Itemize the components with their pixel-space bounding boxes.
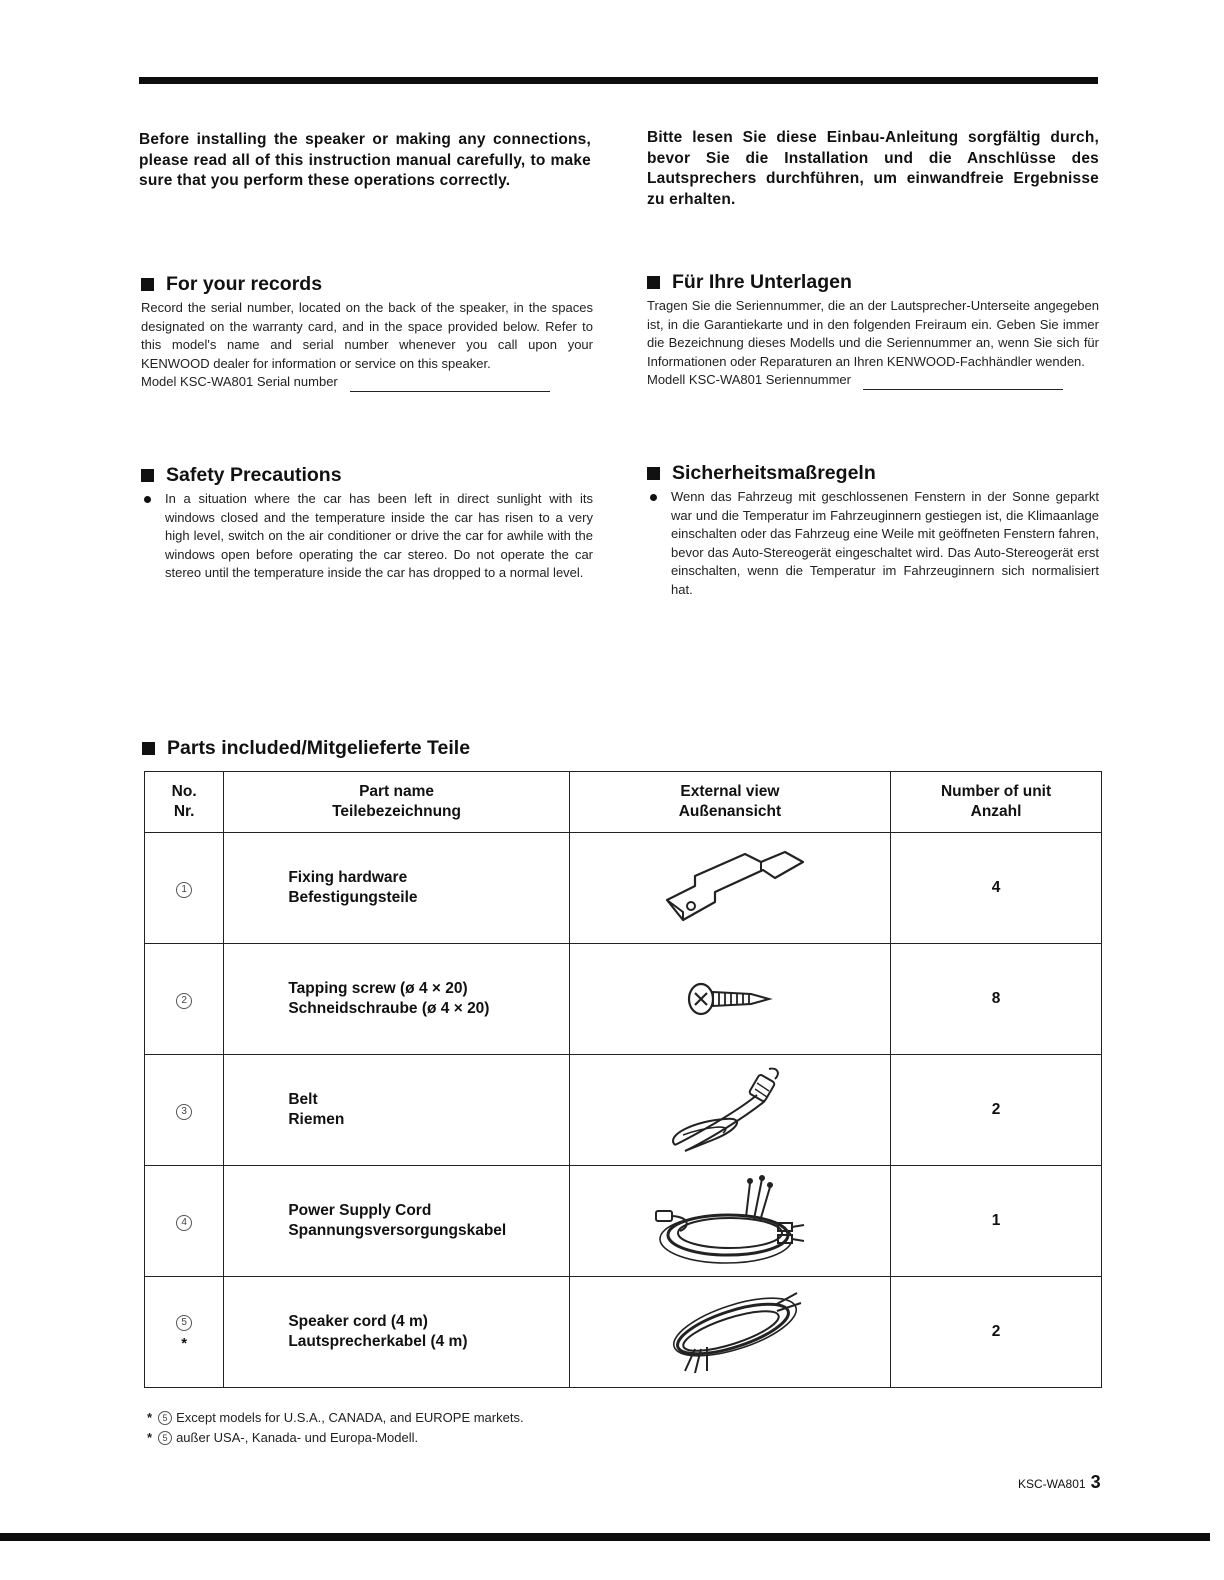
table-row <box>145 944 1102 1055</box>
safety-title-de: Sicherheitsmaßregeln <box>672 462 876 484</box>
part-name-de: Befestigungsteile <box>288 889 418 906</box>
header-no: No. Nr. <box>145 772 224 833</box>
intro-german: Bitte lesen Sie diese Einbau-Anleitung sorgfältig durch, bevor Sie die Installation und die Anschlüsse des Lautsprechers durchführen, um einwandfreie Ergebnisse zu erhalten. <box>647 129 1099 208</box>
header-number-of-unit: Number of unit Anzahl <box>891 772 1102 833</box>
power-cord-icon <box>650 1173 810 1269</box>
safety-item-en: In a situation where the car has been left in direct sunlight with its windows closed and the temperature inside the car has risen to a very high level, switch on the air conditioner or drive the car for awhile with the windows open before operating the car stereo. Do not operate the car stereo until the temperature inside the car has dropped to a normal level. <box>141 490 593 583</box>
safety-section-en <box>141 463 593 583</box>
square-bullet-icon <box>141 278 154 291</box>
table-header-row <box>145 772 1102 833</box>
square-bullet-icon <box>141 469 154 482</box>
records-body-de: Tragen Sie die Seriennummer, die an der Lautsprecher-Unterseite angegeben ist, in die Garantiekarte und in den folgenden Freiraum ein. Geben Sie immer die Bezeichnung dieses Modells und die Seriennummer an, wenn Sie sich für Informationen oder Reparaturen an Ihren KENWOOD-Fachhändler wenden. <box>647 298 1099 369</box>
part-name-en: Belt <box>288 1091 318 1108</box>
records-section-de <box>647 270 1099 390</box>
top-rule <box>139 77 1098 84</box>
part-name-en: Speaker cord (4 m) <box>288 1313 428 1330</box>
records-section-en <box>141 272 593 392</box>
serial-number-blank-en <box>350 379 550 392</box>
part-name-de: Schneidschraube (ø 4 × 20) <box>288 1000 490 1017</box>
asterisk-mark: * <box>181 1335 188 1352</box>
bottom-rule <box>0 1533 1210 1541</box>
belt-icon <box>665 1065 795 1155</box>
part-name-en: Tapping screw (ø 4 × 20) <box>288 980 468 997</box>
round-bullet-icon <box>650 494 657 501</box>
table-row <box>145 833 1102 944</box>
header-external-view: External view Außenansicht <box>569 772 890 833</box>
part-name-de: Spannungsversorgungskabel <box>288 1222 507 1239</box>
speaker-cord-icon <box>655 1289 805 1375</box>
part-number: 5 <box>176 1315 192 1331</box>
intro-english: Before installing the speaker or making any connections, please read all of this instruction manual carefully, to make sure that you perform these operations correctly. <box>139 131 591 189</box>
table-row <box>145 1166 1102 1277</box>
parts-title: Parts included/Mitgelieferte Teile <box>142 737 470 760</box>
square-bullet-icon <box>647 276 660 289</box>
safety-section-de <box>647 461 1099 600</box>
serial-label-en: Model KSC-WA801 Serial number <box>141 374 338 390</box>
safety-item-de: Wenn das Fahrzeug mit geschlossenen Fenstern in der Sonne geparkt war und die Temperatur im Fahrzeuginnern gestiegen ist, die Klimaanlage einschalten oder das Fahrzeug eine Weile mit geöffneten Fenstern fahren, bevor das Auto-Stereogerät eingeschaltet wird. Das Auto-Stereogerät erst einschalten, wenn die Temperatur im Fahrzeuginnern sich normalisiert hat. <box>647 488 1099 600</box>
part-number: 2 <box>176 993 192 1009</box>
square-bullet-icon <box>647 467 660 480</box>
footnote-ref: 5 <box>158 1411 172 1425</box>
part-count: 8 <box>891 944 1102 1055</box>
part-number: 1 <box>176 882 192 898</box>
table-row <box>145 1055 1102 1166</box>
square-bullet-icon <box>142 742 155 755</box>
page-footer <box>1018 1472 1101 1493</box>
round-bullet-icon <box>144 496 151 503</box>
bracket-icon <box>655 848 805 928</box>
part-name-en: Power Supply Cord <box>288 1202 432 1219</box>
footnote-en: * 5 Except models for U.S.A., CANADA, and EUROPE markets. <box>147 1410 524 1425</box>
screw-icon <box>685 977 775 1021</box>
footnote-ref: 5 <box>158 1431 172 1445</box>
table-row <box>145 1277 1102 1388</box>
part-name-de: Riemen <box>288 1111 345 1128</box>
part-name-en: Fixing hardware <box>288 869 408 886</box>
parts-table <box>144 771 1102 1388</box>
footer-model: KSC-WA801 <box>1018 1477 1086 1491</box>
part-count: 4 <box>891 833 1102 944</box>
header-part-name: Part name Teilebezeichnung <box>224 772 569 833</box>
part-number: 3 <box>176 1104 192 1120</box>
part-count: 2 <box>891 1277 1102 1388</box>
records-title-en: For your records <box>166 273 323 295</box>
records-title-de: Für Ihre Unterlagen <box>672 271 852 293</box>
serial-number-blank-de <box>863 377 1063 390</box>
records-body-en: Record the serial number, located on the back of the speaker, in the spaces designated on the warranty card, and in the space provided below. Refer to this model's name and serial number whenever you call upon your KENWOOD dealer for information or service on this speaker. <box>141 300 593 371</box>
part-count: 1 <box>891 1166 1102 1277</box>
safety-title-en: Safety Precautions <box>166 464 342 486</box>
footnote-de: * 5 außer USA-, Kanada- und Europa-Modell. <box>147 1430 419 1445</box>
serial-label-de: Modell KSC-WA801 Seriennummer <box>647 372 851 388</box>
part-count: 2 <box>891 1055 1102 1166</box>
part-number: 4 <box>176 1215 192 1231</box>
part-name-de: Lautsprecherkabel (4 m) <box>288 1333 468 1350</box>
page-number: 3 <box>1090 1472 1101 1492</box>
